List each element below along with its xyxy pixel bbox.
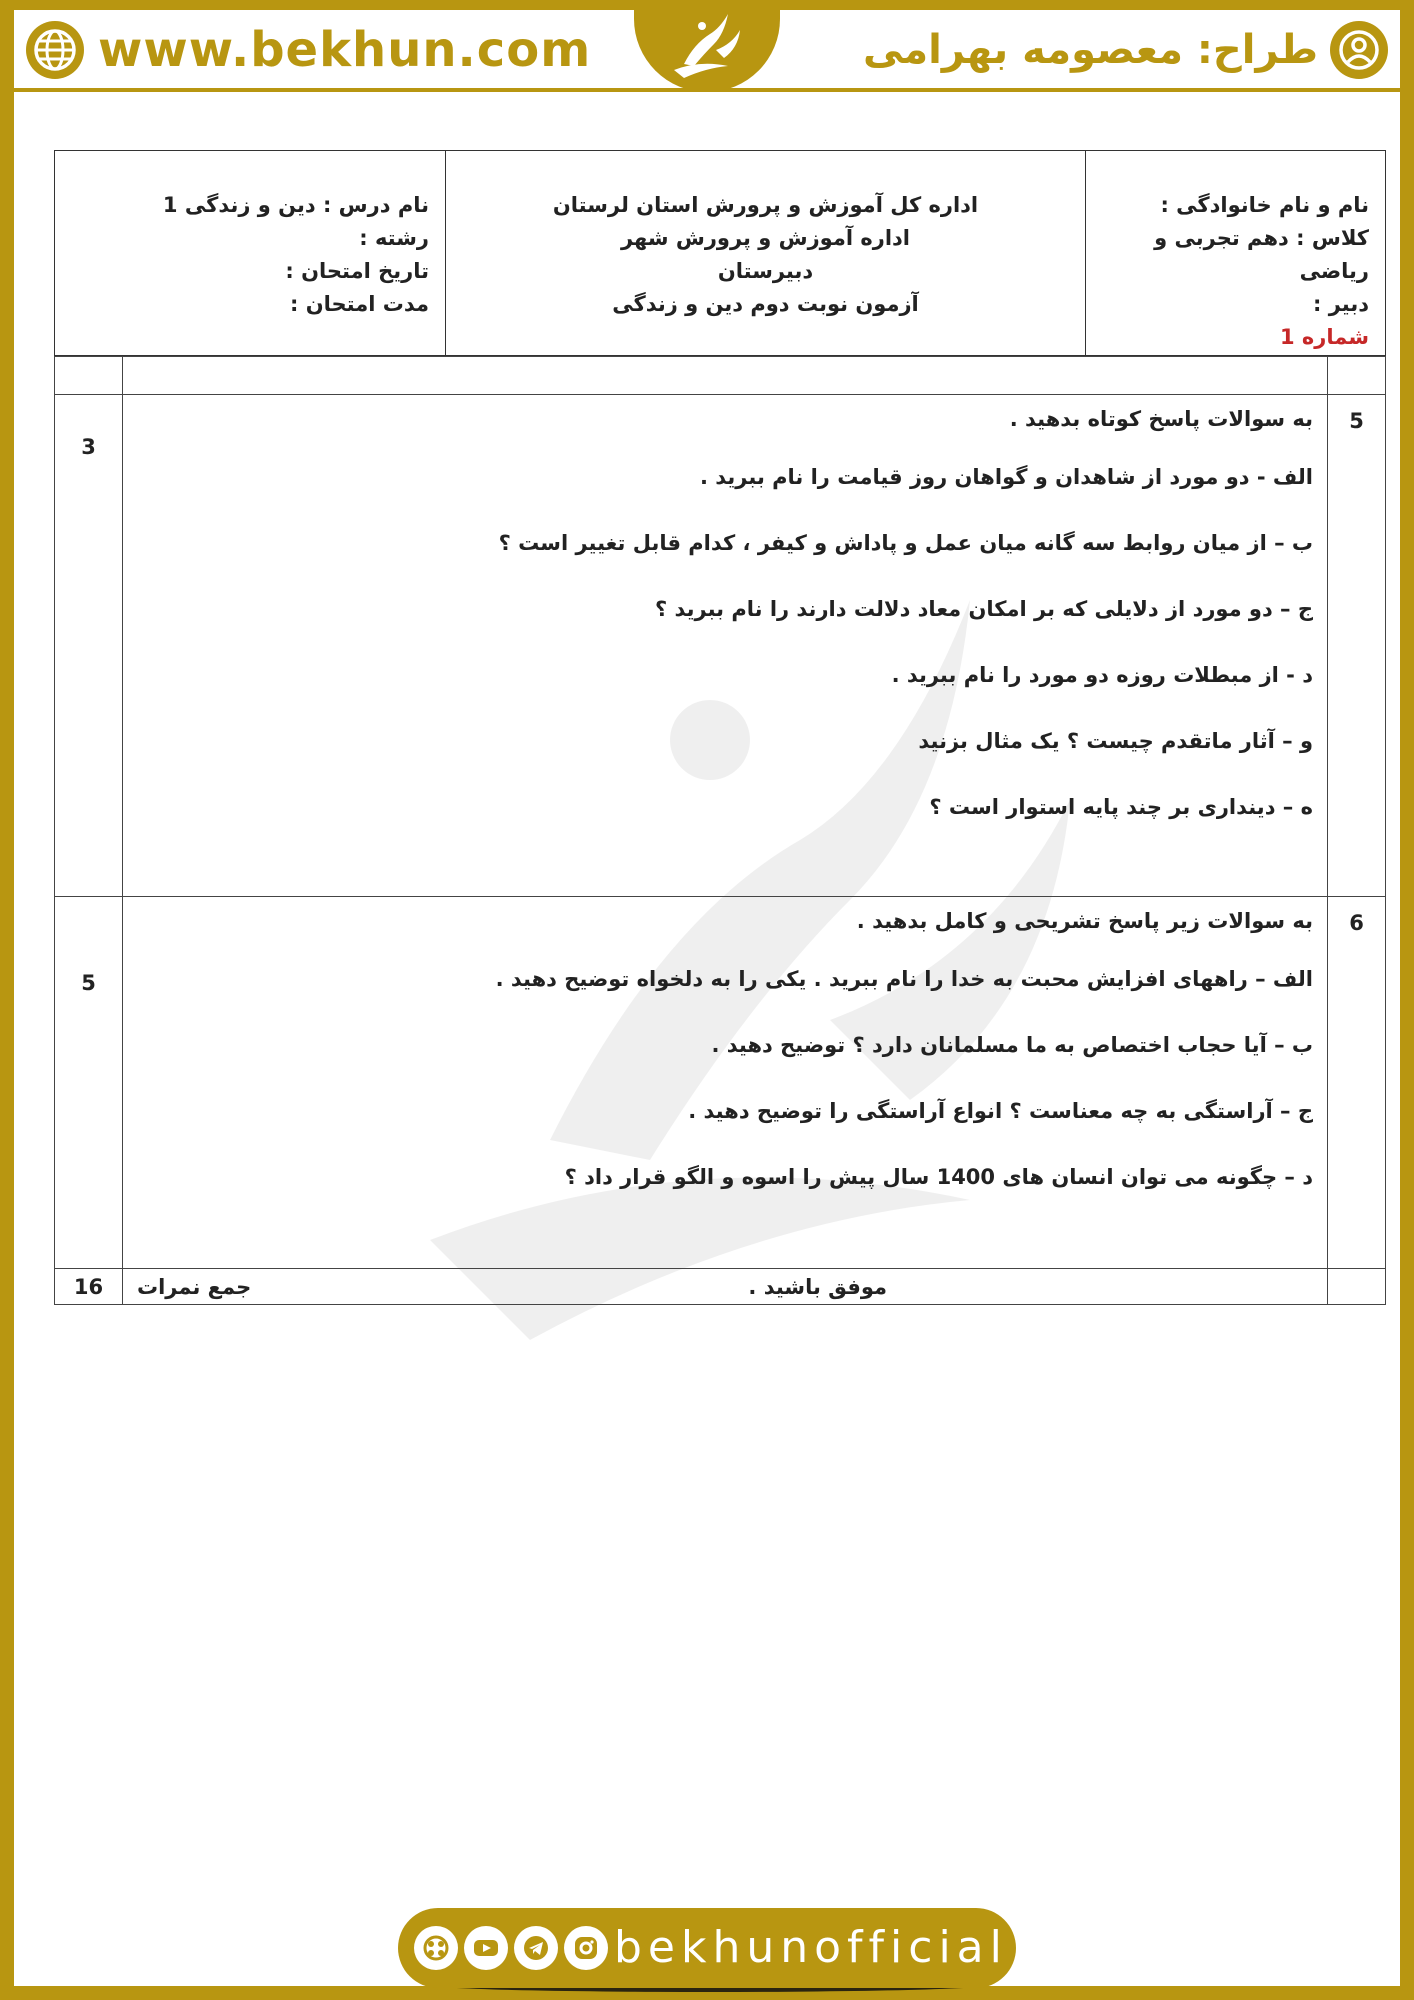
organization-line-3: دبیرستان [717, 259, 814, 283]
instagram-icon[interactable] [564, 1926, 608, 1970]
question-item: ج – دو مورد از دلایلی که بر امکان معاد دلالت دارند را نام ببرید ؟ [655, 597, 1313, 621]
student-info-cell [1086, 151, 1386, 356]
total-score: 16 [55, 1269, 123, 1305]
questions-table [54, 356, 1386, 1305]
organization-line-1: اداره کل آموزش و پرورش استان لرستان [552, 193, 979, 217]
question-item: ج – آراستگی به چه معناست ؟ انواع آراستگی را توضیح دهید . [688, 1099, 1313, 1123]
website-url[interactable]: www.bekhun.com [98, 22, 592, 78]
question-score: 3 [55, 395, 123, 897]
question-item: ب – آیا حجاب اختصاص به ما مسلمانان دارد ؟ توضیح دهید . [711, 1033, 1313, 1057]
question-item: د – چگونه می توان انسان های 1400 سال پیش را اسوه و الگو قرار داد ؟ [564, 1165, 1313, 1189]
class-label: کلاس : دهم تجربی و [1154, 226, 1369, 250]
organization-cell [446, 151, 1086, 356]
aparat-icon[interactable] [414, 1926, 458, 1970]
subject-label: نام درس : دین و زندگی 1 [162, 193, 429, 217]
question-item: و – آثار ماتقدم چیست ؟ یک مثال بزنید [918, 729, 1313, 753]
question-item: د - از مبطلات روزه دو مورد را نام ببرید . [891, 663, 1313, 687]
closing-message: موفق باشید . [748, 1274, 887, 1299]
table-spacer-row [55, 357, 1386, 395]
total-label: جمع نمرات [137, 1274, 252, 1299]
question-number: 5 [1328, 395, 1386, 897]
question-body [123, 897, 1328, 1269]
youtube-icon[interactable] [464, 1926, 508, 1970]
field-label: رشته : [359, 226, 429, 250]
organization-line-2: اداره آموزش و پرورش شهر [620, 226, 911, 250]
question-heading: به سوالات زیر پاسخ تشریحی و کامل بدهید . [856, 909, 1313, 933]
class-label-continued: ریاضی [1299, 259, 1369, 283]
social-icons [414, 1926, 608, 1970]
course-info-cell [55, 151, 446, 356]
total-row [55, 1269, 1386, 1305]
designer-block [863, 18, 1388, 82]
user-avatar-icon [1330, 21, 1388, 79]
brand-logo [634, 0, 780, 92]
question-item: الف – راههای افزایش محبت به خدا را نام ببرید . یکی را به دلخواه توضیح دهید . [495, 967, 1313, 991]
question-number: 6 [1328, 897, 1386, 1269]
question-item: ه – دینداری بر چند پایه استوار است ؟ [929, 795, 1313, 819]
globe-icon [26, 21, 84, 79]
question-row [55, 897, 1386, 1269]
question-item: ب – از میان روابط سه گانه میان عمل و پاداش و کیفر ، کدام قابل تغییر است ؟ [498, 531, 1313, 555]
exam-header-table [54, 150, 1386, 356]
question-body [123, 395, 1328, 897]
telegram-icon[interactable] [514, 1926, 558, 1970]
question-item: الف - دو مورد از شاهدان و گواهان روز قیامت را نام ببرید . [700, 465, 1313, 489]
exam-title: آزمون نوبت دوم دین و زندگی [612, 292, 919, 316]
exam-number-label: شماره 1 [1279, 325, 1369, 349]
total-row-body [123, 1269, 1328, 1305]
exam-duration-label: مدت امتحان : [290, 292, 429, 316]
question-score: 5 [55, 897, 123, 1269]
exam-date-label: تاریخ امتحان : [285, 259, 429, 283]
question-row [55, 395, 1386, 897]
student-name-label: نام و نام خانوادگی : [1160, 193, 1369, 217]
website-block [26, 18, 591, 82]
designer-name: طراح: معصومه بهرامی [862, 27, 1318, 73]
teacher-label: دبیر : [1312, 292, 1369, 316]
question-heading: به سوالات پاسخ کوتاه بدهید . [1009, 407, 1313, 431]
social-handle[interactable]: bekhunofficial [614, 1922, 1008, 1973]
